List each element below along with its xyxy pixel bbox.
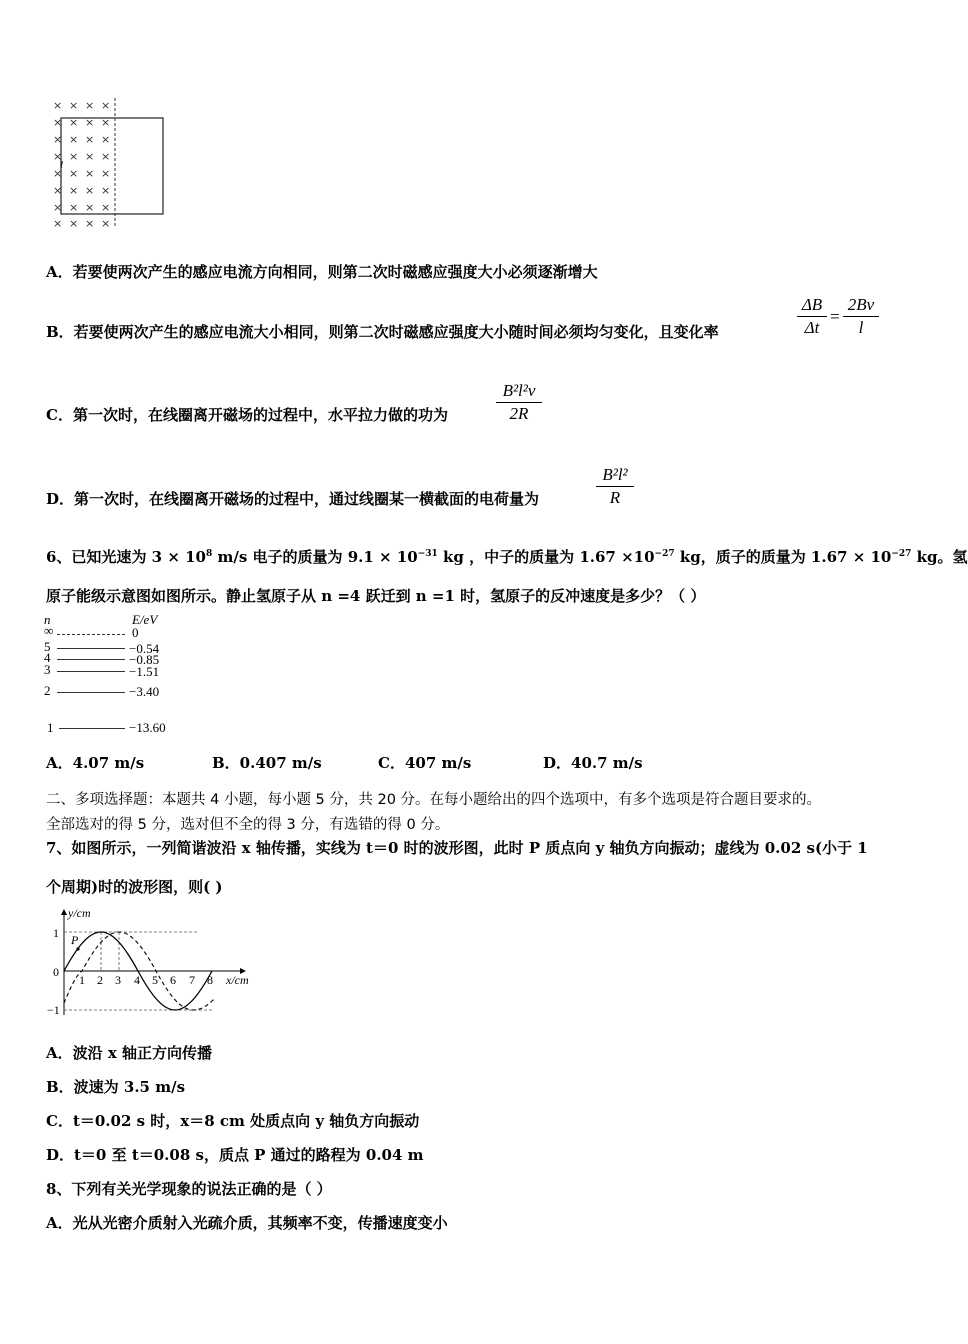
coil-side-label: l (60, 159, 64, 171)
svg-text:×: × (53, 99, 63, 112)
q5-d-charge-fraction: B²l² R (596, 464, 634, 509)
svg-text:×: × (69, 167, 79, 180)
level-line-1 (59, 728, 125, 729)
q7-option-b: B．波速为 3.5 m/s (46, 1078, 186, 1096)
q7-stem-line1: 7、如图所示，一列简谐波沿 x 轴传播，实线为 t＝0 时的波形图，此时 P 质点向 y 轴负方向振动；虚线为 0.02 s(小于 1 (46, 839, 868, 857)
q6-option-c: C．407 m/s (378, 754, 472, 772)
q8-stem: 8、下列有关光学现象的说法正确的是（ ） (46, 1180, 332, 1198)
y-tick-0: 0 (53, 965, 59, 979)
q5-option-b: B．若要使两次产生的感应电流大小相同，则第二次时磁感应强度大小随时间必须均匀变化，且变化率 (46, 323, 719, 341)
svg-text:×: × (85, 150, 95, 163)
level-n-4: 4 (44, 650, 51, 665)
energy-header: E/eV (132, 612, 158, 627)
level-n-inf: ∞ (44, 623, 54, 638)
svg-text:×: × (85, 167, 95, 180)
svg-text:×: × (101, 184, 111, 197)
x-tick-3: 3 (115, 973, 121, 987)
q6-stem-line1: 6、已知光速为 $3 \times 10^8$ m/s 电子的质量为 $9.1 \times 10^{-31}$ kg ，中子的质量为 $1.67 \times 10^{-27}$ kg，质子的质量为 $1.67 \times 10^{-27}$ kg。氢 (46, 548, 968, 566)
svg-text:×: × (53, 184, 63, 197)
svg-text:×: × (53, 116, 63, 129)
svg-text:×: × (85, 116, 95, 129)
svg-text:×: × (85, 184, 95, 197)
q5-b-rate-fraction: ΔB Δt (797, 294, 827, 339)
level-e-4: −0.85 (129, 652, 160, 667)
x-tick-6: 6 (170, 973, 176, 987)
x-tick-8: 8 (207, 973, 213, 987)
level-n-1: 1 (47, 720, 54, 735)
wave-graph (42, 905, 262, 1025)
svg-text:×: × (101, 201, 111, 214)
svg-text:×: × (101, 167, 111, 180)
q5-option-c: C．第一次时，在线圈离开磁场的过程中，水平拉力做的功为 (46, 406, 448, 424)
x-axis-label: x/cm (226, 973, 249, 987)
level-e-inf: 0 (132, 625, 139, 640)
svg-text:×: × (85, 201, 95, 214)
svg-text:×: × (101, 217, 111, 230)
q5-b-rhs-fraction: 2Bv l (843, 294, 879, 339)
n-header: n (44, 612, 51, 627)
level-line-5 (57, 648, 125, 649)
energy-level-diagram (44, 612, 184, 740)
svg-text:×: × (85, 133, 95, 146)
q5-c-work-fraction: B²l²v 2R (496, 380, 542, 425)
svg-text:×: × (69, 133, 79, 146)
q7-stem-line2: 个周期)时的波形图，则( ) (46, 878, 223, 896)
svg-text:×: × (69, 184, 79, 197)
q7-option-c: C．t＝0.02 s 时，x＝8 cm 处质点向 y 轴负方向振动 (46, 1112, 420, 1130)
level-e-5: −0.54 (129, 641, 160, 656)
x-tick-1: 1 (79, 973, 85, 987)
svg-text:×: × (53, 167, 63, 180)
point-p (76, 947, 79, 950)
x-tick-2: 2 (97, 973, 103, 987)
q6-option-a: A．4.07 m/s (46, 754, 145, 772)
x-tick-5: 5 (152, 973, 158, 987)
point-p-label: P (71, 933, 79, 947)
q6-option-b: B．0.407 m/s (212, 754, 322, 772)
svg-text:×: × (101, 133, 111, 146)
x-tick-4: 4 (134, 973, 140, 987)
svg-text:×: × (69, 116, 79, 129)
svg-text:×: × (69, 217, 79, 230)
level-e-2: −3.40 (129, 684, 160, 699)
level-n-2: 2 (44, 683, 51, 698)
level-line-2 (57, 692, 125, 693)
svg-text:×: × (69, 99, 79, 112)
level-line-3 (57, 671, 125, 672)
q5-option-a: A．若要使两次产生的感应电流方向相同，则第二次时磁感应强度大小必须逐渐增大 (46, 263, 598, 281)
svg-text:×: × (101, 116, 111, 129)
level-e-3: −1.51 (129, 664, 160, 679)
y-tick-neg1: −1 (47, 1003, 60, 1017)
magnetic-field-figure (48, 96, 173, 231)
svg-text:×: × (53, 150, 63, 163)
q8-option-a: A．光从光密介质射入光疏介质，其频率不变，传播速度变小 (46, 1214, 448, 1232)
q5-b-equals: = (830, 307, 840, 326)
q6-option-d: D．40.7 m/s (543, 754, 643, 772)
svg-text:×: × (53, 217, 63, 230)
section2-heading-line2: 全部选对的得 5 分，选对但不全的得 3 分，有选错的得 0 分。 (46, 817, 450, 833)
svg-text:×: × (85, 99, 95, 112)
svg-text:×: × (53, 201, 63, 214)
level-n-3: 3 (44, 662, 51, 677)
svg-text:×: × (85, 217, 95, 230)
y-tick-1: 1 (53, 926, 59, 940)
svg-text:×: × (53, 133, 63, 146)
q7-option-d: D．t＝0 至 t＝0.08 s，质点 P 通过的路程为 0.04 m (46, 1146, 424, 1164)
q5-option-d: D．第一次时，在线圈离开磁场的过程中，通过线圈某一横截面的电荷量为 (46, 490, 540, 508)
q6-stem-line2: 原子能级示意图如图所示。静止氢原子从 n =4 跃迁到 n =1 时，氢原子的反冲速度是多少？（ ） (46, 587, 706, 605)
q7-option-a: A．波沿 x 轴正方向传播 (46, 1044, 213, 1062)
x-tick-7: 7 (189, 973, 195, 987)
level-n-5: 5 (44, 639, 51, 654)
level-line-inf (57, 634, 125, 635)
svg-text:×: × (101, 150, 111, 163)
y-axis-label: y/cm (68, 906, 91, 920)
svg-text:×: × (101, 99, 111, 112)
svg-text:×: × (69, 201, 79, 214)
section2-heading-line1: 二、多项选择题：本题共 4 小题，每小题 5 分，共 20 分。在每小题给出的四个选项中，有多个选项是符合题目要求的。 (46, 792, 822, 808)
level-line-4 (57, 659, 125, 660)
level-e-1: −13.60 (129, 720, 166, 735)
svg-text:×: × (69, 150, 79, 163)
